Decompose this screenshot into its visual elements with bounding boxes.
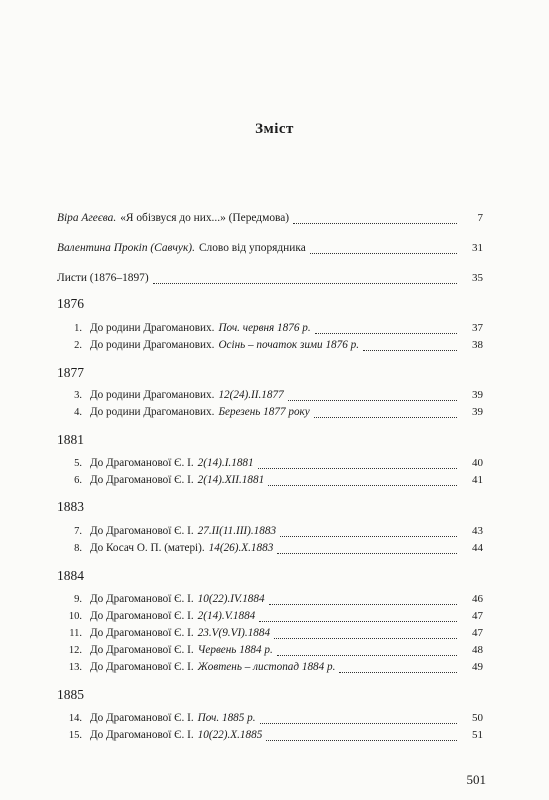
entry-page: 46 xyxy=(472,593,483,605)
leader-dots xyxy=(268,485,457,486)
leader-dots xyxy=(259,621,457,622)
entry-title: Листи (1876–1897) xyxy=(57,272,149,284)
entry-date: Червень 1884 р. xyxy=(197,644,273,656)
entry-title: До Драгоманової Є. І. xyxy=(90,661,194,673)
entry-title: До Драгоманової Є. І. xyxy=(90,457,194,469)
entry-page: 44 xyxy=(472,542,483,554)
leader-dots xyxy=(260,723,457,724)
toc-entry xyxy=(57,389,483,405)
leader-dots xyxy=(266,740,457,741)
entry-date: Жовтень – листопад 1884 р. xyxy=(197,661,336,673)
toc-entry xyxy=(57,729,483,745)
entry-author: Валентина Прокіп (Савчук). xyxy=(57,242,195,254)
entry-date: 23.V(9.VI).1884 xyxy=(197,627,271,639)
entry-page: 37 xyxy=(472,322,483,334)
leader-dots xyxy=(293,223,457,224)
entry-date: 10(22).IV.1884 xyxy=(197,593,265,605)
entry-date: 12(24).II.1877 xyxy=(218,389,284,401)
leader-dots xyxy=(274,638,457,639)
entry-page: 43 xyxy=(472,525,483,537)
toc-entry xyxy=(57,322,483,338)
entry-number: 1. xyxy=(74,323,82,334)
entry-page: 47 xyxy=(472,610,483,622)
entry-title: До родини Драгоманових. xyxy=(90,389,215,401)
entry-page: 39 xyxy=(472,389,483,401)
year-heading: 1877 xyxy=(57,365,84,380)
entry-title: До родини Драгоманових. xyxy=(90,339,215,351)
toc-entry xyxy=(57,542,483,558)
entry-date: Поч. 1885 р. xyxy=(197,712,256,724)
toc-entry xyxy=(57,644,483,660)
entry-page: 48 xyxy=(472,644,483,656)
entry-date: Березень 1877 року xyxy=(218,406,310,418)
leader-dots xyxy=(310,253,457,254)
toc-entry xyxy=(57,627,483,643)
entry-title: До родини Драгоманових. xyxy=(90,406,215,418)
toc-entry-preface xyxy=(57,212,483,228)
entry-title: «Я обізвуся до них...» (Передмова) xyxy=(120,212,290,224)
entry-number: 15. xyxy=(68,730,82,741)
entry-number: 11. xyxy=(69,628,82,639)
entry-number: 10. xyxy=(68,611,82,622)
leader-dots xyxy=(277,553,457,554)
page-number: 501 xyxy=(466,772,486,787)
page-title: Зміст xyxy=(255,121,294,137)
entry-number: 4. xyxy=(74,407,82,418)
leader-dots xyxy=(363,350,457,351)
toc-entry xyxy=(57,712,483,728)
toc-entry xyxy=(57,406,483,422)
entry-number: 9. xyxy=(74,594,82,605)
entry-number: 8. xyxy=(74,543,82,554)
entry-date: 2(14).V.1884 xyxy=(197,610,256,622)
entry-page: 41 xyxy=(472,474,483,486)
toc-entry xyxy=(57,661,483,677)
entry-number: 13. xyxy=(68,662,82,673)
entry-title: До Драгоманової Є. І. xyxy=(90,525,194,537)
toc-entry xyxy=(57,593,483,609)
entry-date: 10(22).X.1885 xyxy=(197,729,263,741)
toc-entry xyxy=(57,525,483,541)
entry-title: До Драгоманової Є. І. xyxy=(90,712,194,724)
toc-entry xyxy=(57,474,483,490)
entry-title: До Драгоманової Є. І. xyxy=(90,593,194,605)
toc-entry-letters xyxy=(57,272,483,288)
entry-page: 47 xyxy=(472,627,483,639)
entry-date: 14(26).X.1883 xyxy=(208,542,274,554)
leader-dots xyxy=(258,468,457,469)
entry-page: 50 xyxy=(472,712,483,724)
year-heading: 1884 xyxy=(57,568,84,583)
leader-dots xyxy=(315,333,457,334)
leader-dots xyxy=(280,536,457,537)
entry-author: Віра Агеєва. xyxy=(57,212,117,224)
entry-title: До Драгоманової Є. І. xyxy=(90,729,194,741)
entry-title: Слово від упорядника xyxy=(198,242,306,254)
entry-date: 2(14).I.1881 xyxy=(197,457,254,469)
entry-page: 7 xyxy=(477,212,483,224)
leader-dots xyxy=(288,400,457,401)
entry-number: 2. xyxy=(74,340,82,351)
entry-date: Поч. червня 1876 р. xyxy=(218,322,311,334)
entry-date: 2(14).XII.1881 xyxy=(197,474,265,486)
year-heading: 1881 xyxy=(57,432,84,447)
entry-page: 51 xyxy=(472,729,483,741)
entry-page: 49 xyxy=(472,661,483,673)
entry-title: До Драгоманової Є. І. xyxy=(90,610,194,622)
entry-date: Осінь – початок зими 1876 р. xyxy=(218,339,360,351)
entry-number: 14. xyxy=(68,713,82,724)
entry-page: 40 xyxy=(472,457,483,469)
entry-number: 5. xyxy=(74,458,82,469)
toc-entry xyxy=(57,457,483,473)
entry-date: 27.II(11.III).1883 xyxy=(197,525,277,537)
toc-entry xyxy=(57,339,483,355)
entry-title: До Драгоманової Є. І. xyxy=(90,644,194,656)
entry-number: 3. xyxy=(74,390,82,401)
leader-dots xyxy=(339,672,457,673)
toc-entry-foreword xyxy=(57,242,483,258)
leader-dots xyxy=(314,417,457,418)
entry-page: 35 xyxy=(472,272,483,284)
year-heading: 1876 xyxy=(57,296,84,311)
entry-number: 12. xyxy=(68,645,82,656)
year-heading: 1883 xyxy=(57,499,84,514)
entry-page: 31 xyxy=(472,242,483,254)
entry-page: 38 xyxy=(472,339,483,351)
leader-dots xyxy=(277,655,457,656)
leader-dots xyxy=(269,604,457,605)
leader-dots xyxy=(153,283,457,284)
entry-page: 39 xyxy=(472,406,483,418)
entry-title: До Драгоманової Є. І. xyxy=(90,627,194,639)
entry-title: До Косач О. П. (матері). xyxy=(90,542,205,554)
entry-number: 6. xyxy=(74,475,82,486)
toc-entry xyxy=(57,610,483,626)
entry-number: 7. xyxy=(74,526,82,537)
year-heading: 1885 xyxy=(57,687,84,702)
entry-title: До Драгоманової Є. І. xyxy=(90,474,194,486)
entry-title: До родини Драгоманових. xyxy=(90,322,215,334)
